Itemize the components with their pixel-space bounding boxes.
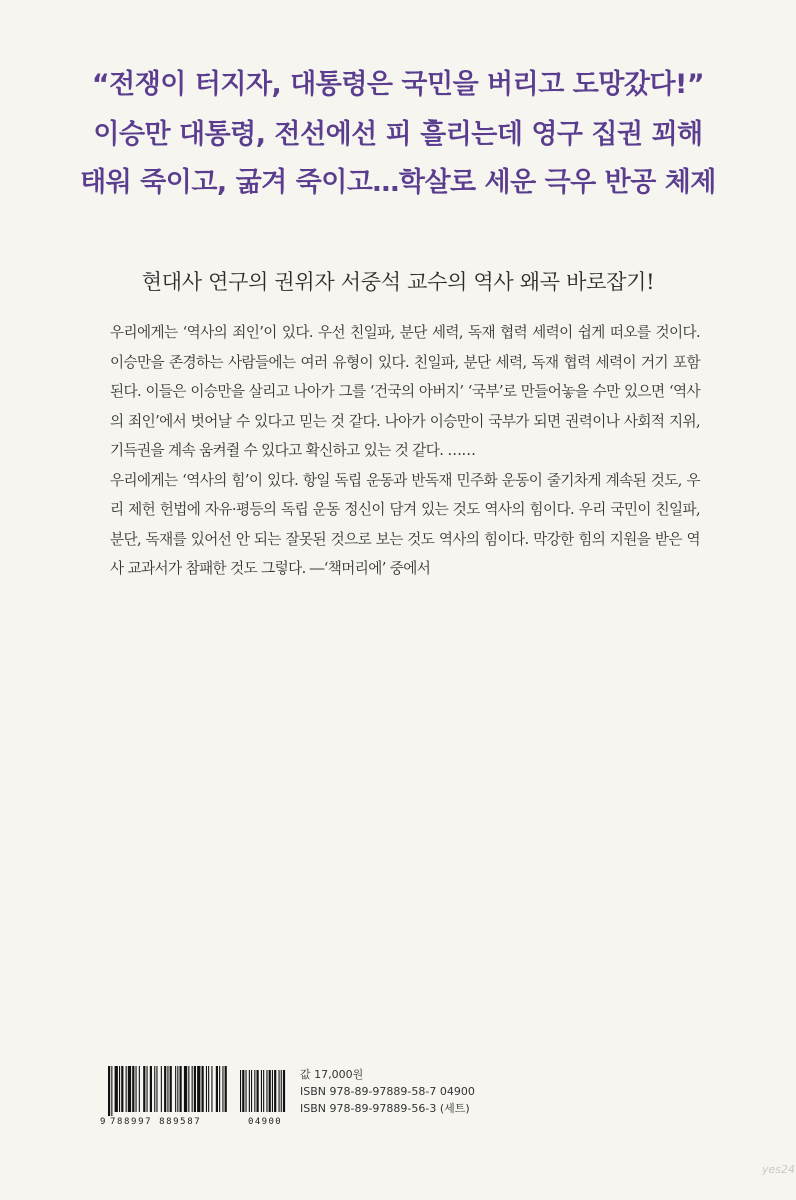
- isbn-barcode: [100, 1066, 290, 1128]
- barcode-bars: [100, 1066, 290, 1116]
- headline-line-3: 태워 죽이고, 굶겨 죽이고…학살로 세운 극우 반공 체제: [80, 167, 716, 198]
- isbn-set: ISBN 978-89-97889-56-3 (세트): [300, 1102, 470, 1115]
- barcode-main-digits: 788997 889587: [110, 1117, 202, 1127]
- excerpt-body: [110, 318, 700, 584]
- subheading: 현대사 연구의 권위자 서중석 교수의 역사 왜곡 바로잡기!: [141, 270, 655, 294]
- isbn-main: ISBN 978-89-97889-58-7 04900: [300, 1085, 475, 1098]
- price-label: 값 17,000원: [300, 1068, 364, 1081]
- excerpt-paragraph-2: 우리에게는 ‘역사의 힘’이 있다. 항일 독립 운동과 반독재 민주화 운동이 줄기차게 계속된 것도, 우리 제헌 헌법에 자유·평등의 독립 운동 정신이 담겨 있는 것도 역사의 힘이다. 우리 국민이 친일파, 분단, 독재를 있어선 안 되는 잘못된 것으로 보는 것도 역사의 힘이다. 막강한 힘의 지원을 받은 역사 교과서가 참패한 것도 그렇다. ―‘책머리에’ 중에서: [110, 471, 700, 577]
- headline-line-2: 이승만 대통령, 전선에선 피 흘리는데 영구 집권 꾀해: [93, 119, 703, 150]
- headline-line-1: “전쟁이 터지자, 대통령은 국민을 버리고 도망갔다!”: [91, 69, 705, 100]
- excerpt-paragraph-1: 우리에게는 ‘역사의 죄인’이 있다. 우선 친일파, 분단 세력, 독재 협력 세력이 쉽게 떠오를 것이다. 이승만을 존경하는 사람들에는 여러 유형이 있다. 친일파, 분단 세력, 독재 협력 세력이 거기 포함된다. 이들은 이승만을 살리고 나아가 그를 ‘건국의 아버지’ ‘국부’로 만들어놓을 수만 있으면 ‘역사의 죄인’에서 벗어날 수 있다고 믿는 것 같다. 나아가 이승만이 국부가 되면 권력이나 사회적 지위, 기득권을 계속 움켜쥘 수 있다고 확신하고 있는 것 같다. ……: [110, 324, 700, 459]
- watermark: yes24: [762, 1163, 796, 1176]
- barcode-first-digit: 9: [100, 1117, 106, 1127]
- barcode-addon-digits: 04900: [248, 1117, 283, 1127]
- price-isbn-block: [300, 1066, 475, 1117]
